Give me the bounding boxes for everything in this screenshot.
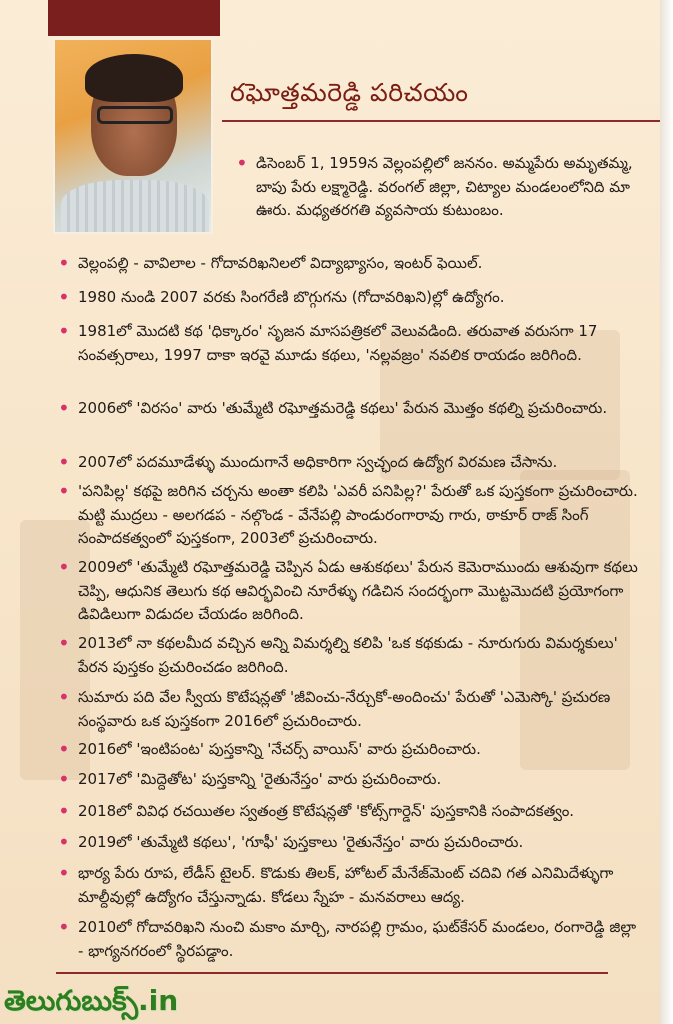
photo-glasses xyxy=(97,106,173,124)
bullet-icon: • xyxy=(58,685,70,709)
bio-item-text: 2018లో వివిధ రచయితల స్వతంత్ర కొటేషన్లతో 'కోట్స్‌గార్డెన్' పుస్తకానికి సంపాదకత్వం. xyxy=(78,802,575,820)
top-color-band xyxy=(48,0,220,36)
bullet-icon: • xyxy=(58,450,70,474)
page-title: రఘోత్తమరెడ్డి పరిచయం xyxy=(230,78,469,107)
bio-item-text: 2016లో 'ఇంటిపంట' పుస్తకాన్ని 'నేచర్స్ వాయిస్' వారు ప్రచురించారు. xyxy=(78,740,481,758)
bio-item-text: 1981లో మొదటి కథ 'ధిక్కారం' సృజన మాసపత్రికలో వెలువడింది. తరువాత వరుసగా 17 సంవత్సరాలు, 1997 దాకా ఇరవై మూడు కథలు, 'నల్లవజ్రం' నవలిక రాయడం జరిగింది. xyxy=(78,322,598,364)
bio-item xyxy=(58,915,644,963)
bio-item xyxy=(58,737,644,762)
bio-item-text: 2017లో 'మిద్దెతోట' పుస్తకాన్ని 'రైతునేస్తం' వారు ప్రచురించారు. xyxy=(78,770,442,788)
title-divider xyxy=(222,120,660,122)
bullet-icon: • xyxy=(58,799,70,823)
bullet-icon: • xyxy=(58,319,70,343)
bio-item xyxy=(58,319,644,367)
bio-item-text: 2009లో 'తుమ్మేటి రఘోత్తమరెడ్డి చెప్పిన ఏడు ఆశుకథలు' పేరున కెమెరాముందు ఆశువుగా కథలు చెప్పి, ఆధునిక తెలుగు కథ ఆవిర్భవించి నూరేళ్ళు గడిచిన సందర్భంగా మొట్టమొదటి ప్రయోగంగా డివిడిలుగా విడుదల చేయడం జరిగింది. xyxy=(78,558,638,623)
bullet-icon: • xyxy=(58,861,70,885)
bio-item-text: 1980 నుండి 2007 వరకు సింగరేణి బొగ్గుగను (గోదావరిఖని)ల్లో ఉద్యోగం. xyxy=(78,288,505,306)
photo-hair xyxy=(85,54,183,102)
bullet-icon: • xyxy=(236,151,248,175)
bio-item-text: భార్య పేరు రూప, లేడీస్ టైలర్. కొడుకు తిలక్, హోటల్ మేనేజ్‌మెంట్ చదివి గత ఎనిమిదేళ్ళుగా మాల్దీవుల్లో ఉద్యోగం చేస్తున్నాడు. కోడలు స్నేహ - మనవరాలు ఆద్య. xyxy=(78,864,614,906)
bio-item-text: 'పనిపిల్ల' కథపై జరిగిన చర్చను అంతా కలిపి 'ఎవరీ పనిపిల్ల?' పేరుతో ఒక పుస్తకంగా ప్రచురించారు. మట్టి ముద్రలు - అలగడప - నల్గొండ - వేనేపల్లి పాండురంగారావు గారు, ఠాకూర్ రాజ్ సింగ్ సంపాదకత్వంలో పుస్తకంగా, 2003లో ప్రచురించారు. xyxy=(78,482,638,547)
bio-item xyxy=(58,799,644,824)
bullet-icon: • xyxy=(58,251,70,275)
bio-item-text: వెల్లంపల్లి - వావిలాల - గోదావరిఖనిలలో విద్యాభ్యాసం, ఇంటర్ ఫెయిల్. xyxy=(78,254,483,272)
bio-item xyxy=(236,151,646,223)
bullet-icon: • xyxy=(58,767,70,791)
bullet-icon: • xyxy=(58,396,70,420)
bullet-icon: • xyxy=(58,737,70,761)
bio-item-text: 2019లో 'తుమ్మేటి కథలు', 'గూఫీ' పుస్తకాలు 'రైతునేస్తం' వారు ప్రచురించారు. xyxy=(78,833,524,851)
bio-item xyxy=(58,685,644,733)
bio-item-text: 2007లో పదమూడేళ్ళు ముందుగానే అధికారిగా స్వచ్ఛంద ఉద్యోగ విరమణ చేసాను. xyxy=(78,453,558,471)
bullet-icon: • xyxy=(58,915,70,939)
author-photo xyxy=(53,38,213,234)
bio-item xyxy=(58,767,644,792)
bio-item-text: 2013లో నా కథలమీద వచ్చిన అన్ని విమర్శల్ని కలిపి 'ఒక కథకుడు - నూరుగురు విమర్శకులు' పేరన పుస్తకం ప్రచురించడం జరిగింది. xyxy=(78,634,618,676)
bio-item-text: సుమారు పది వేల స్వీయ కొటేషన్లతో 'జీవించు-నేర్చుకో-అందించు' పేరుతో 'ఎమెస్కో' ప్రచురణ సంస్థవారు ఒక పుస్తకంగా 2016లో ప్రచురించారు. xyxy=(78,688,611,730)
bullet-icon: • xyxy=(58,830,70,854)
bullet-icon: • xyxy=(58,479,70,503)
scan-edge xyxy=(660,0,673,1024)
bio-item xyxy=(58,450,644,475)
bio-item xyxy=(58,396,644,421)
bio-item xyxy=(58,830,644,855)
bio-item xyxy=(58,861,644,909)
photo-shirt xyxy=(61,180,209,234)
bio-item xyxy=(58,285,644,310)
bio-item-text: డిసెంబర్ 1, 1959న వెల్లంపల్లిలో జననం. అమ్మపేరు అమృతమ్మ, బాపు పేరు లక్ష్మారెడ్డి. వరంగల్ జిల్లా, చిట్యాల మండలంలోనిది మా ఊరు. మధ్యతరగతి వ్యవసాయ కుటుంబం. xyxy=(256,154,633,219)
bio-item xyxy=(58,555,644,627)
bio-item xyxy=(58,479,644,551)
bio-item xyxy=(58,631,644,679)
bio-item-text: 2010లో గోదావరిఖని నుంచి మకాం మార్చి, నారపల్లి గ్రామం, ఘట్‌కేసర్ మండలం, రంగారెడ్డి జిల్లా - భాగ్యనగరంలో స్థిరపడ్డాం. xyxy=(78,918,637,960)
bottom-divider xyxy=(56,972,608,974)
bullet-icon: • xyxy=(58,285,70,309)
bio-item xyxy=(58,251,644,276)
bio-item-text: 2006లో 'విరసం' వారు 'తుమ్మేటి రఘోత్తమరెడ్డి కథలు' పేరున మొత్తం కథల్ని ప్రచురించారు. xyxy=(78,399,608,417)
site-logo[interactable]: తెలుగుబుక్స్.in xyxy=(4,984,179,1017)
bullet-icon: • xyxy=(58,631,70,655)
bullet-icon: • xyxy=(58,555,70,579)
